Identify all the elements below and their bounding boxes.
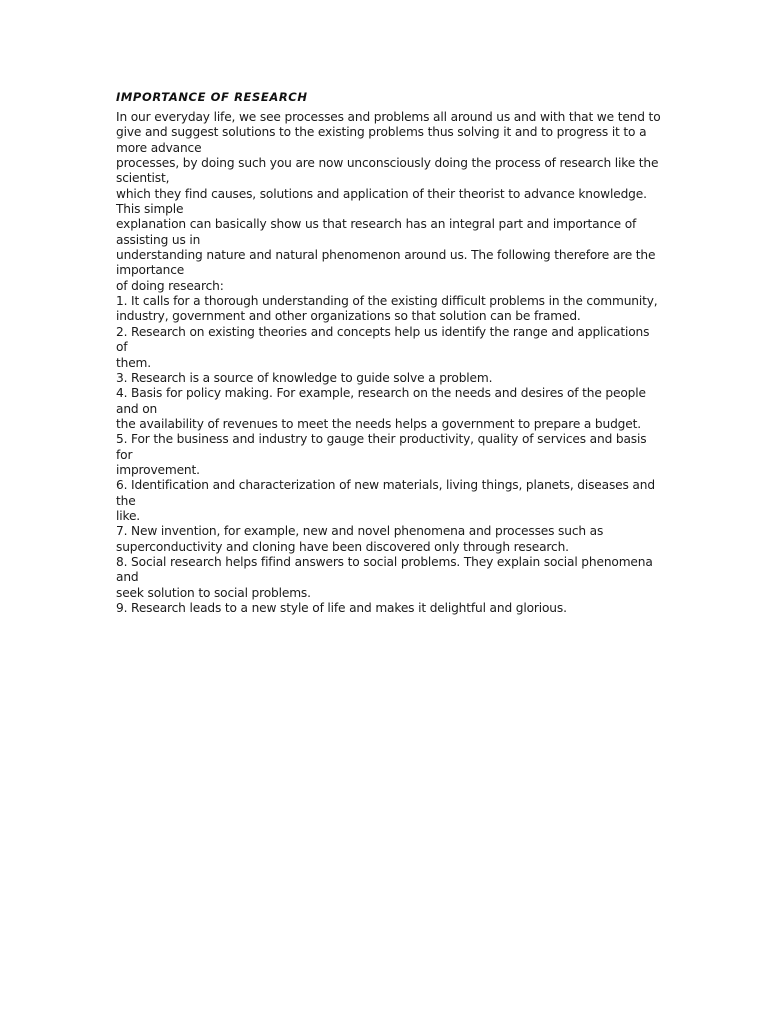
list-item-1: 1. It calls for a thorough understanding of the existing difficult problems in the community, — [116, 294, 658, 309]
document-title: IMPORTANCE OF RESEARCH — [116, 90, 308, 104]
text-line: seek solution to social problems. — [116, 585, 311, 600]
list-item-8: 8. Social research helps fifind answers to social problems. They explain social phenomena — [116, 554, 653, 569]
list-item-5: 5. For the business and industry to gauge their productivity, quality of services and basis — [116, 432, 647, 447]
text-line: scientist, — [116, 171, 170, 186]
text-line: of doing research: — [116, 278, 224, 293]
text-line: more advance — [116, 140, 202, 155]
list-item-3: 3. Research is a source of knowledge to guide solve a problem. — [116, 370, 493, 385]
text-line: processes, by doing such you are now unconsciously doing the process of research like the — [116, 156, 659, 171]
text-line: improvement. — [116, 462, 200, 477]
list-item-7: 7. New invention, for example, new and novel phenomena and processes such as — [116, 524, 604, 539]
text-line: which they find causes, solutions and application of their theorist to advance knowledge. — [116, 186, 647, 201]
document-page — [116, 90, 661, 616]
text-line: the availability of revenues to meet the needs helps a government to prepare a budget. — [116, 416, 641, 431]
text-line: superconductivity and cloning have been discovered only through research. — [116, 539, 569, 554]
list-item-6: 6. Identification and characterization of new materials, living things, planets, diseases and — [116, 478, 655, 493]
document-body — [116, 110, 661, 616]
text-line: In our everyday life, we see processes and problems all around us and with that we tend to — [116, 110, 661, 124]
text-line: like. — [116, 508, 141, 523]
text-line: give and suggest solutions to the existing problems thus solving it and to progress it to a — [116, 125, 647, 140]
list-item-2: 2. Research on existing theories and concepts help us identify the range and applications — [116, 324, 650, 339]
text-line: assisting us in — [116, 232, 201, 247]
text-line: This simple — [116, 202, 184, 217]
text-line: importance — [116, 263, 185, 278]
text-line: and on — [116, 401, 158, 416]
text-line: the — [116, 493, 136, 508]
text-line: of — [116, 340, 128, 355]
list-item-9: 9. Research leads to a new style of life and makes it delightful and glorious. — [116, 601, 567, 615]
text-line: and — [116, 570, 139, 585]
text-line: them. — [116, 355, 151, 370]
text-line: understanding nature and natural phenomenon around us. The following therefore are the — [116, 248, 656, 263]
text-line: for — [116, 447, 133, 462]
list-item-4: 4. Basis for policy making. For example, research on the needs and desires of the people — [116, 386, 646, 401]
text-line: explanation can basically show us that research has an integral part and importance of — [116, 217, 637, 232]
text-line: industry, government and other organizations so that solution can be framed. — [116, 309, 581, 324]
